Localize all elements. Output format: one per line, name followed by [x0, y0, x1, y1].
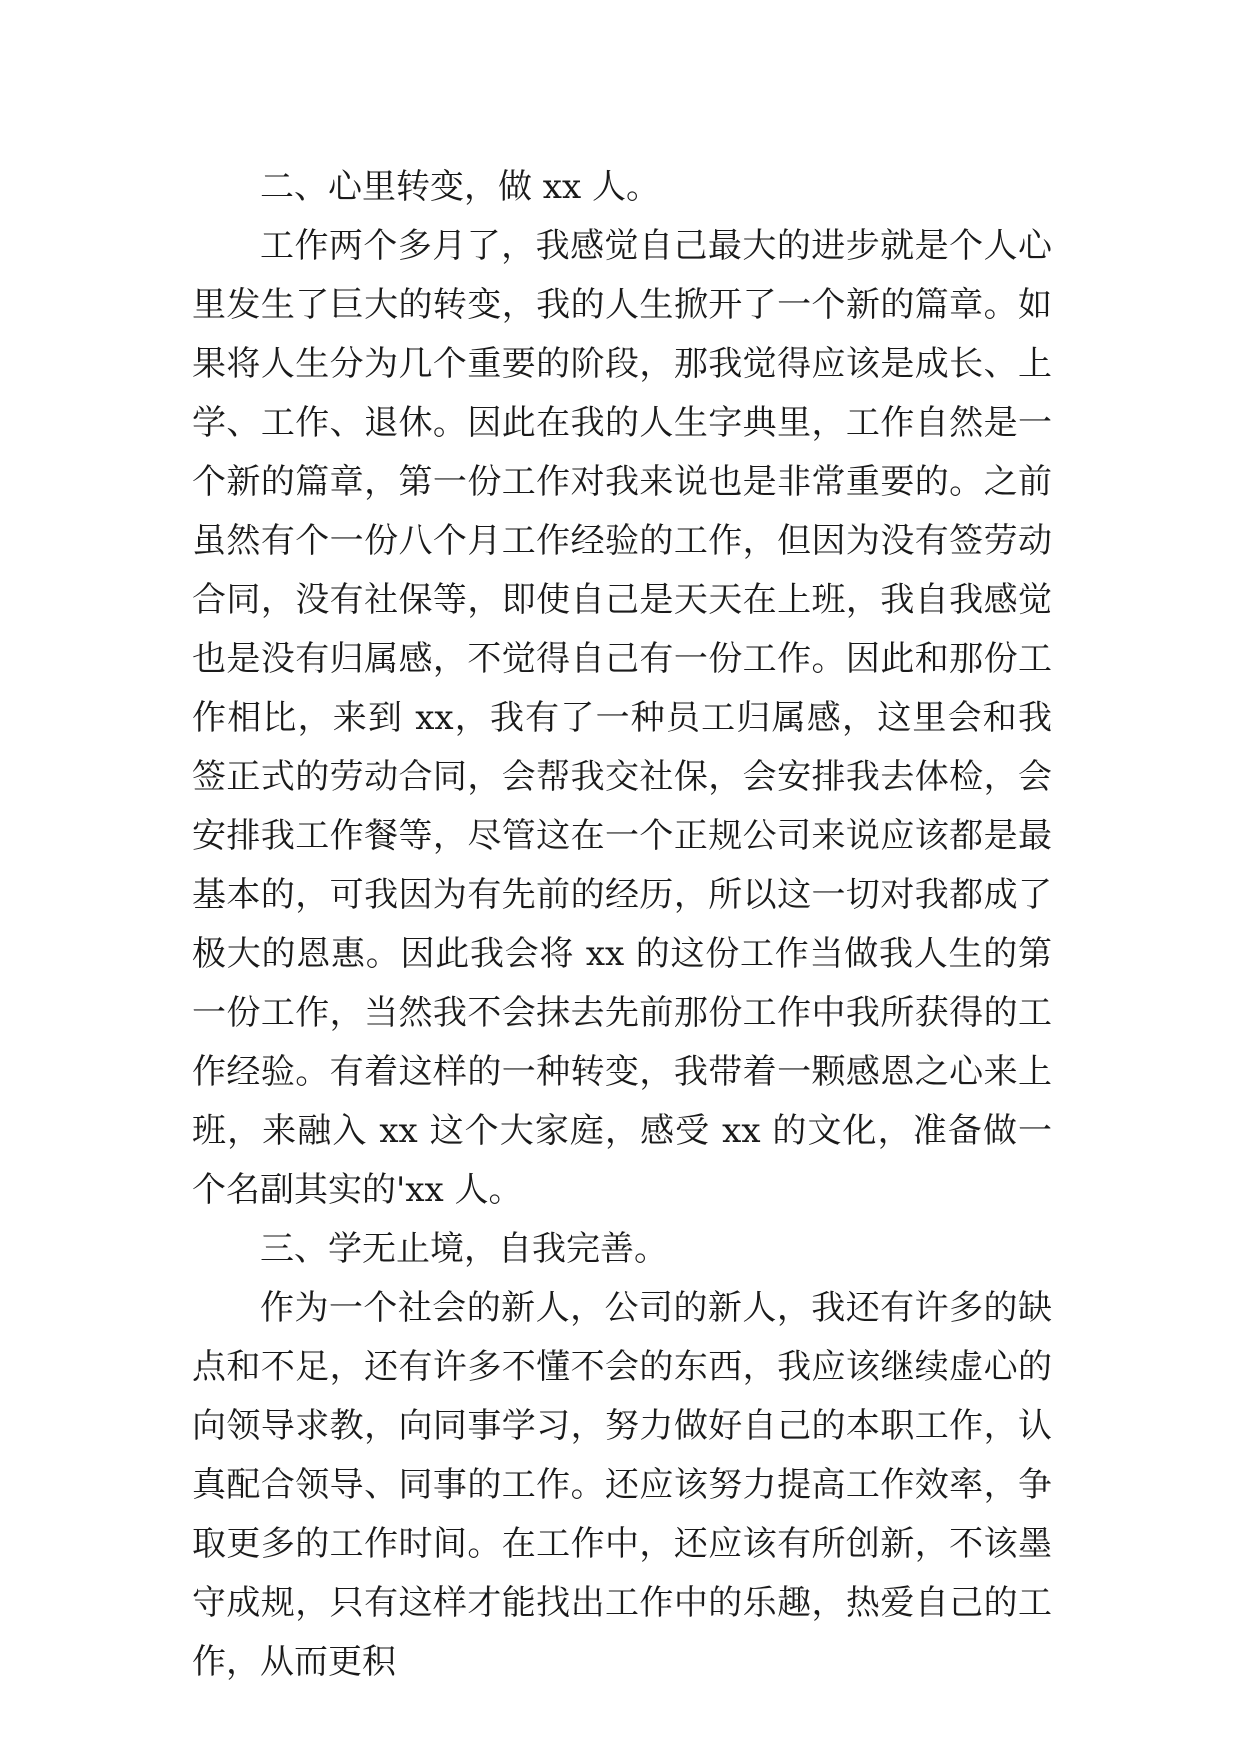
- section-heading: 二、心里转变，做 xx 人。: [260, 167, 660, 207]
- section-heading: 三、学无止境，自我完善。: [260, 1229, 668, 1269]
- document-body: [192, 158, 1052, 1692]
- body-paragraph: 工作两个多月了，我感觉自己最大的进步就是个人心里发生了巨大的转变，我的人生掀开了一个新的篇章。如果将人生分为几个重要的阶段，那我觉得应该是成长、上学、工作、退休。因此在我的人生字典里，工作自然是一个新的篇章，第一份工作对我来说也是非常重要的。之前虽然有个一份八个月工作经验的工作，但因为没有签劳动合同，没有社保等，即使自己是天天在上班，我自我感觉也是没有归属感，不觉得自己有一份工作。因此和那份工作相比，来到 xx，我有了一种员工归属感，这里会和我签正式的劳动合同，会帮我交社保，会安排我去体检，会安排我工作餐等，尽管这在一个正规公司来说应该都是最基本的，可我因为有先前的经历，所以这一切对我都成了极大的恩惠。因此我会将 xx 的这份工作当做我人生的第一份工作，当然我不会抹去先前那份工作中我所获得的工作经验。有着这样的一种转变，我带着一颗感恩之心来上班，来融入 xx 这个大家庭，感受 xx 的文化，准备做一个名副其实的'xx 人。: [192, 226, 1052, 1210]
- body-paragraph: 作为一个社会的新人，公司的新人，我还有许多的缺点和不足，还有许多不懂不会的东西，我应该继续虚心的向领导求教，向同事学习，努力做好自己的本职工作，认真配合领导、同事的工作。还应该努力提高工作效率，争取更多的工作时间。在工作中，还应该有所创新，不该墨守成规，只有这样才能找出工作中的乐趣，热爱自己的工作，从而更积: [192, 1288, 1052, 1682]
